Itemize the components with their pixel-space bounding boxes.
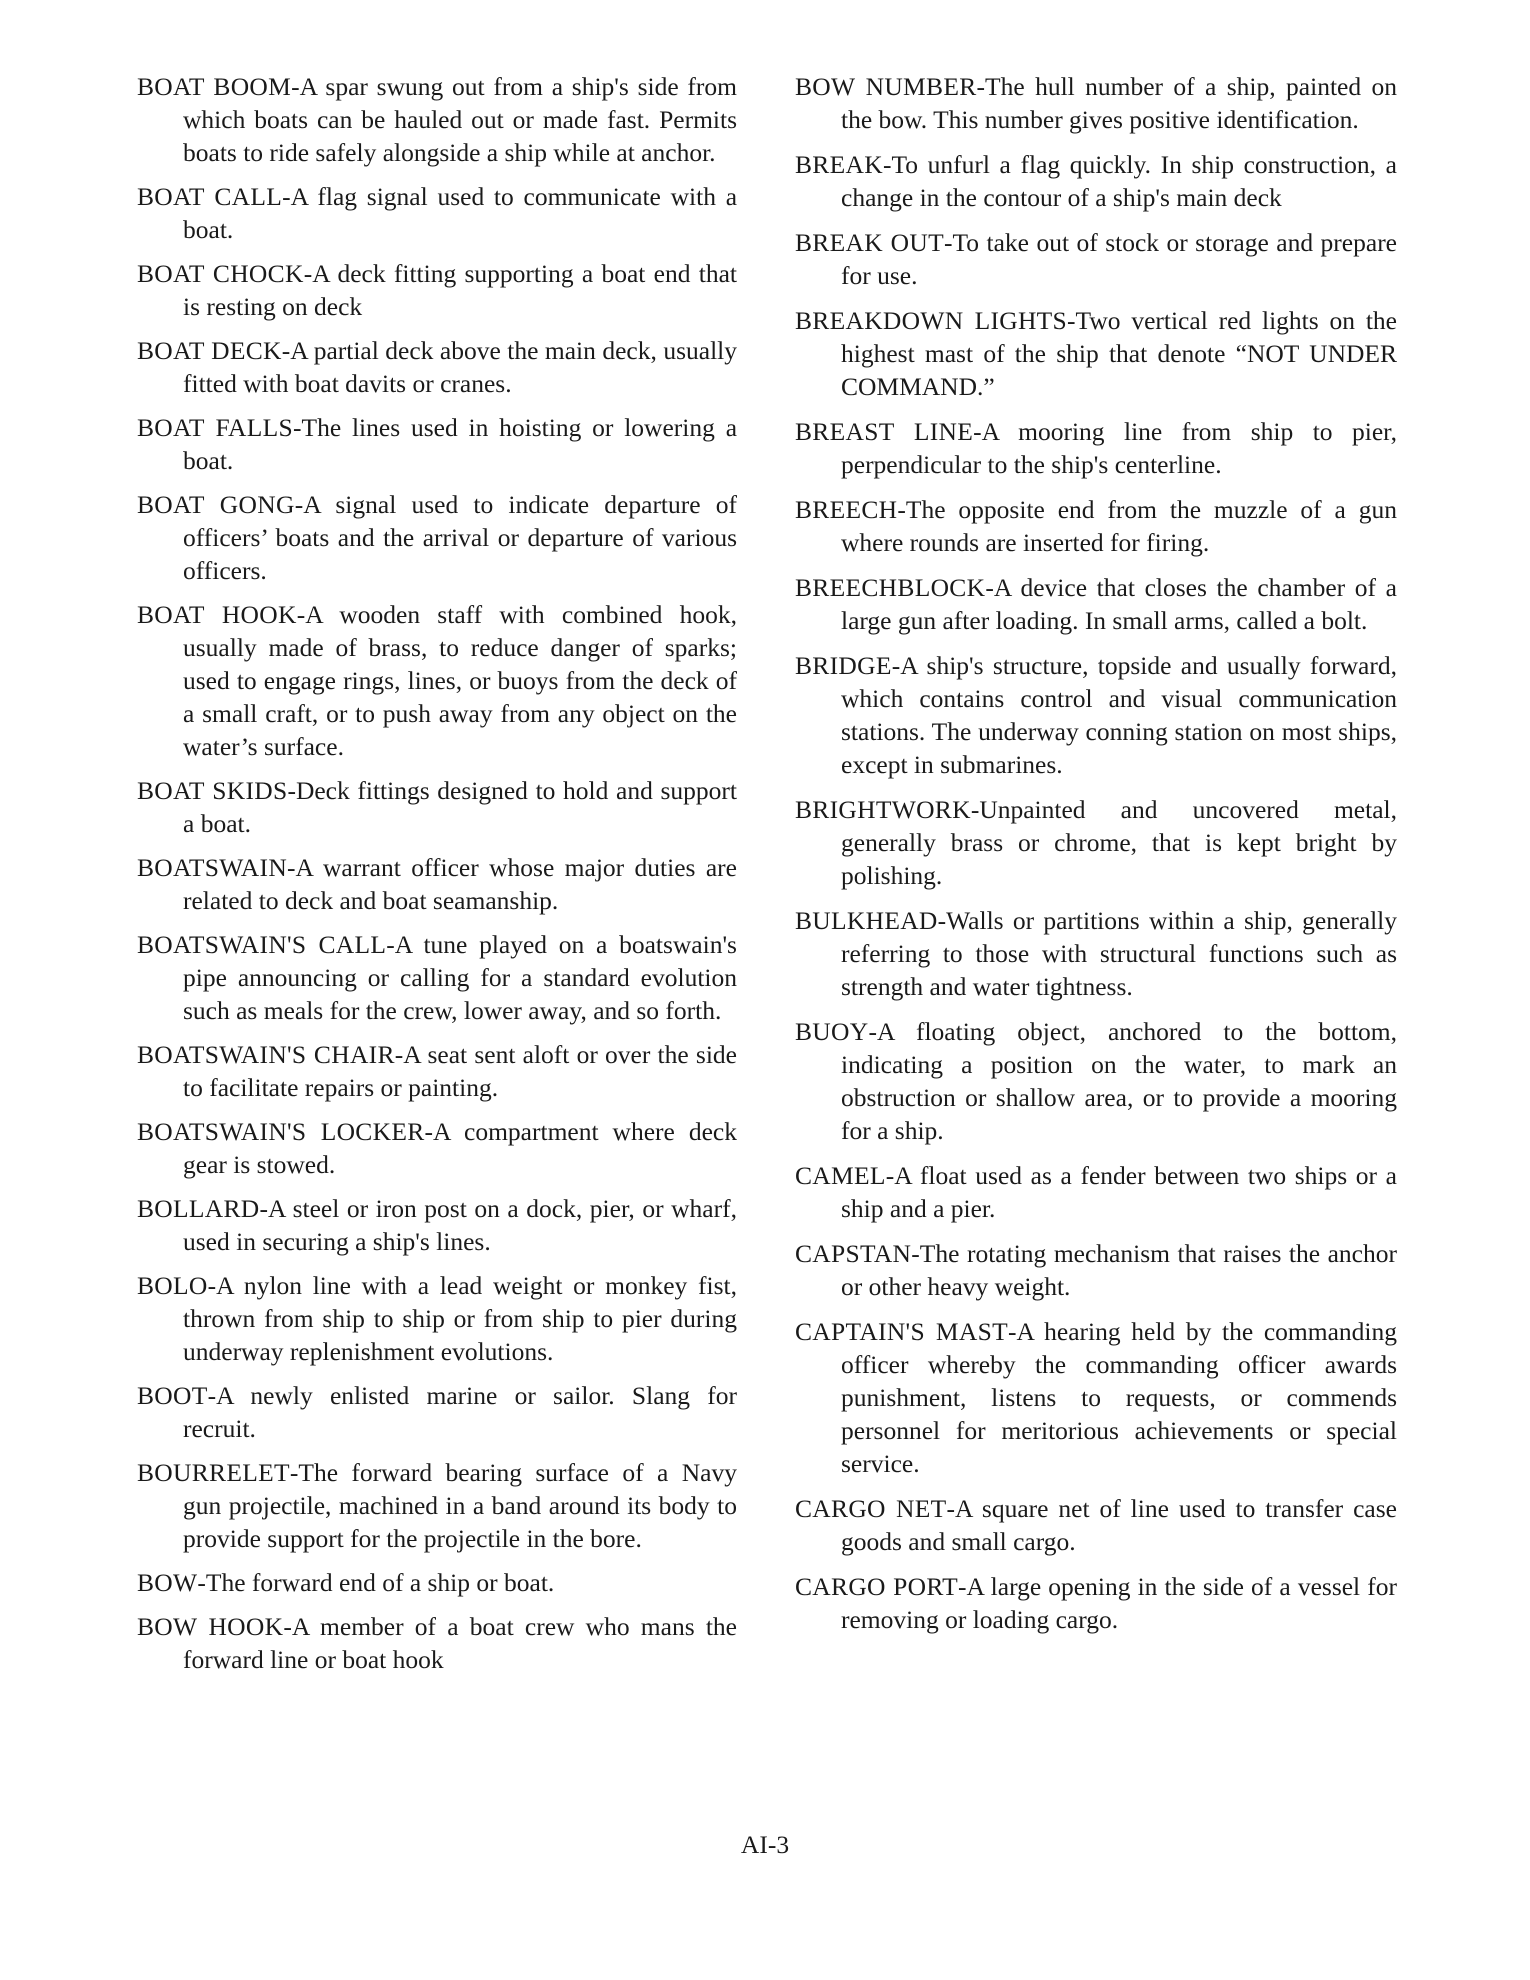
glossary-definition: To unfurl a flag quickly. In ship construction, a change in the contour of a ship's main deck [841, 150, 1397, 212]
glossary-definition: A flag signal used to communicate with a boat. [183, 182, 738, 244]
glossary-definition: A signal used to indicate departure of officers’ boats and the arrival or departure of various officers. [183, 490, 738, 585]
glossary-entry [137, 1379, 737, 1445]
glossary-entry [795, 571, 1397, 637]
glossary-definition: A spar swung out from a ship's side from which boats can be hauled out or made fast. Permits boats to ride safely alongside a ship while at anchor. [183, 72, 738, 167]
term-separator: - [911, 1239, 920, 1268]
glossary-definition: A tune played on a boatswain's pipe announcing or calling for a standard evolution such as meals for the crew, lower away, and so forth. [183, 930, 737, 1025]
glossary-definition: A ship's structure, topside and usually forward, which contains control and visual communication stations. The underway conning station on most ships, except in submarines. [841, 651, 1397, 779]
glossary-definition: A hearing held by the commanding officer whereby the commanding officer awards punishment, listens to requests, or commends personnel for meritorious achievements or special service. [841, 1317, 1397, 1478]
term-separator: - [197, 1568, 206, 1597]
glossary-entry [795, 904, 1397, 1003]
glossary-definition: Walls or partitions within a ship, generally referring to those with structural functions such as strength and water tightness. [841, 906, 1397, 1001]
glossary-entry [795, 1237, 1397, 1303]
glossary-entry [137, 70, 737, 169]
glossary-definition: A square net of line used to transfer case goods and small cargo. [841, 1494, 1397, 1556]
glossary-term: BOAT BOOM [137, 72, 292, 101]
term-separator: - [207, 1381, 217, 1410]
term-separator: - [287, 776, 296, 805]
term-separator: - [946, 1494, 955, 1523]
term-separator: - [970, 795, 980, 824]
term-separator: - [885, 1161, 895, 1190]
glossary-term: BOLLARD [137, 1194, 260, 1223]
glossary-term: BOW [137, 1568, 198, 1597]
term-separator: - [281, 336, 291, 365]
term-separator: - [424, 1117, 434, 1146]
term-separator: - [1007, 1317, 1017, 1346]
glossary-term: BOLO [137, 1271, 208, 1300]
glossary-entry [795, 1570, 1397, 1636]
glossary-definition: A floating object, anchored to the bottom, indicating a position on the water, to mark an obstruction or shallow area, or to provide a mooring for a ship. [841, 1017, 1397, 1145]
term-separator: - [891, 651, 901, 680]
glossary-entry [795, 148, 1397, 214]
term-separator: - [294, 490, 304, 519]
glossary-term: BULKHEAD [795, 906, 938, 935]
glossary-definition: Unpainted and uncovered metal, generally brass or chrome, that is kept bright by polishing. [841, 795, 1397, 890]
glossary-definition: A large opening in the side of a vessel for removing or loading cargo. [841, 1572, 1397, 1634]
term-separator: - [291, 72, 300, 101]
term-separator: - [973, 417, 982, 446]
glossary-entry [137, 1456, 737, 1555]
glossary-definition: The hull number of a ship, painted on the bow. This number gives positive identification. [841, 72, 1397, 134]
glossary-entry [137, 774, 737, 840]
glossary-term: BOAT CHOCK [137, 259, 304, 288]
glossary-term: BREAK [795, 150, 883, 179]
glossary-definition: To take out of stock or storage and prepare for use. [841, 228, 1397, 290]
glossary-entry [137, 488, 737, 587]
glossary-entry [137, 1115, 737, 1181]
glossary-term: BREAK OUT [795, 228, 944, 257]
glossary-term: BUOY [795, 1017, 869, 1046]
glossary-term: CARGO NET [795, 1494, 947, 1523]
glossary-term: BOOT [137, 1381, 208, 1410]
term-separator: - [1067, 306, 1076, 335]
glossary-entry [795, 793, 1397, 892]
glossary-entry [795, 415, 1397, 481]
glossary-entry [137, 411, 737, 477]
glossary-term: BREECH [795, 495, 898, 524]
glossary-definition: A seat sent aloft or over the side to facilitate repairs or painting. [183, 1040, 737, 1102]
glossary-term: BOAT GONG [137, 490, 295, 519]
page-number: AI-3 [740, 1830, 790, 1859]
glossary-entry [795, 1015, 1397, 1147]
glossary-entry [795, 226, 1397, 292]
glossary-term: BOATSWAIN'S LOCKER [137, 1117, 425, 1146]
glossary-definition: The lines used in hoisting or lowering a boat. [183, 413, 738, 475]
glossary-term: BOURRELET [137, 1458, 290, 1487]
term-separator: - [283, 1612, 292, 1641]
glossary-definition: A warrant officer whose major duties are related to deck and boat seamanship. [183, 853, 737, 915]
glossary-term: BREAKDOWN LIGHTS [795, 306, 1068, 335]
glossary-entry [795, 1492, 1397, 1558]
term-separator: - [303, 259, 313, 288]
term-separator: - [897, 495, 906, 524]
glossary-term: BOAT HOOK [137, 600, 297, 629]
glossary-entry [137, 180, 737, 246]
glossary-definition: The opposite end from the muzzle of a gun where rounds are inserted for firing. [841, 495, 1397, 557]
glossary-definition: The forward end of a ship or boat. [205, 1568, 555, 1597]
glossary-entry [137, 851, 737, 917]
glossary-definition: A partial deck above the main deck, usually fitted with boat davits or cranes. [183, 336, 737, 398]
term-separator: - [293, 413, 302, 442]
glossary-entry [137, 598, 737, 763]
glossary-column-right [795, 70, 1397, 1648]
glossary-definition: A device that closes the chamber of a large gun after loading. In small arms, called a bolt. [841, 573, 1397, 635]
glossary-entry [795, 649, 1397, 781]
term-separator: - [289, 1458, 299, 1487]
glossary-term: CAPTAIN'S MAST [795, 1317, 1008, 1346]
term-separator: - [958, 1572, 967, 1601]
glossary-term: CAMEL [795, 1161, 886, 1190]
glossary-entry [137, 1269, 737, 1368]
glossary-entry [795, 1159, 1397, 1225]
term-separator: - [944, 228, 953, 257]
term-separator: - [386, 930, 395, 959]
glossary-entry [137, 257, 737, 323]
glossary-definition: A float used as a fender between two ships or a ship and a pier. [841, 1161, 1397, 1223]
glossary-term: BOATSWAIN'S CALL [137, 930, 387, 959]
glossary-term: BOAT CALL [137, 182, 283, 211]
glossary-term: BOAT SKIDS [137, 776, 288, 805]
glossary-entry [137, 1566, 737, 1599]
glossary-term: BREECHBLOCK [795, 573, 986, 602]
glossary-entry [137, 1192, 737, 1258]
glossary-entry [795, 1315, 1397, 1480]
glossary-definition: A compartment where deck gear is stowed. [183, 1117, 737, 1179]
glossary-definition: The forward bearing surface of a Navy gun projectile, machined in a band around its body to provide support for the projectile in the bore. [183, 1458, 737, 1553]
glossary-definition: A newly enlisted marine or sailor. Slang for recruit. [183, 1381, 737, 1443]
glossary-definition: The rotating mechanism that raises the anchor or other heavy weight. [841, 1239, 1397, 1301]
glossary-term: CARGO PORT [795, 1572, 959, 1601]
glossary-definition: A deck fitting supporting a boat end that is resting on deck [183, 259, 738, 321]
glossary-term: BOW HOOK [137, 1612, 284, 1641]
glossary-definition: A mooring line from ship to pier, perpendicular to the ship's centerline. [841, 417, 1397, 479]
glossary-entry [137, 1610, 737, 1676]
glossary-term: BRIGHTWORK [795, 795, 971, 824]
glossary-definition: Deck fittings designed to hold and support a boat. [183, 776, 737, 838]
glossary-entry [795, 304, 1397, 403]
term-separator: - [976, 72, 986, 101]
glossary-definition: Two vertical red lights on the highest mast of the ship that denote “NOT UNDER COMMAND.” [841, 306, 1397, 401]
glossary-entry [137, 928, 737, 1027]
glossary-column-left [137, 70, 737, 1687]
term-separator: - [868, 1017, 877, 1046]
term-separator: - [287, 853, 296, 882]
glossary-entry [137, 334, 737, 400]
term-separator: - [394, 1040, 404, 1069]
glossary-term: BOATSWAIN [137, 853, 288, 882]
term-separator: - [259, 1194, 269, 1223]
glossary-term: CAPSTAN [795, 1239, 912, 1268]
term-separator: - [882, 150, 892, 179]
glossary-entry [137, 1038, 737, 1104]
term-separator: - [296, 600, 306, 629]
glossary-term: BRIDGE [795, 651, 892, 680]
glossary-term: BOW NUMBER [795, 72, 977, 101]
glossary-term: BOAT DECK [137, 336, 282, 365]
glossary-entry [795, 493, 1397, 559]
glossary-definition: A nylon line with a lead weight or monkey fist, thrown from ship to ship or from ship to pier during underway replenishment evolutions. [183, 1271, 737, 1366]
glossary-definition: A steel or iron post on a dock, pier, or wharf, used in securing a ship's lines. [183, 1194, 737, 1256]
term-separator: - [282, 182, 291, 211]
glossary-definition: A wooden staff with combined hook, usually made of brass, to reduce danger of sparks; used to engage rings, lines, or buoys from the deck of a small craft, or to push away from any object on the water’s surface. [183, 600, 737, 761]
term-separator: - [937, 906, 947, 935]
term-separator: - [207, 1271, 217, 1300]
glossary-term: BREAST LINE [795, 417, 974, 446]
glossary-term: BOATSWAIN'S CHAIR [137, 1040, 395, 1069]
glossary-entry [795, 70, 1397, 136]
term-separator: - [985, 573, 994, 602]
glossary-term: BOAT FALLS [137, 413, 293, 442]
glossary-definition: A member of a boat crew who mans the forward line or boat hook [183, 1612, 737, 1674]
